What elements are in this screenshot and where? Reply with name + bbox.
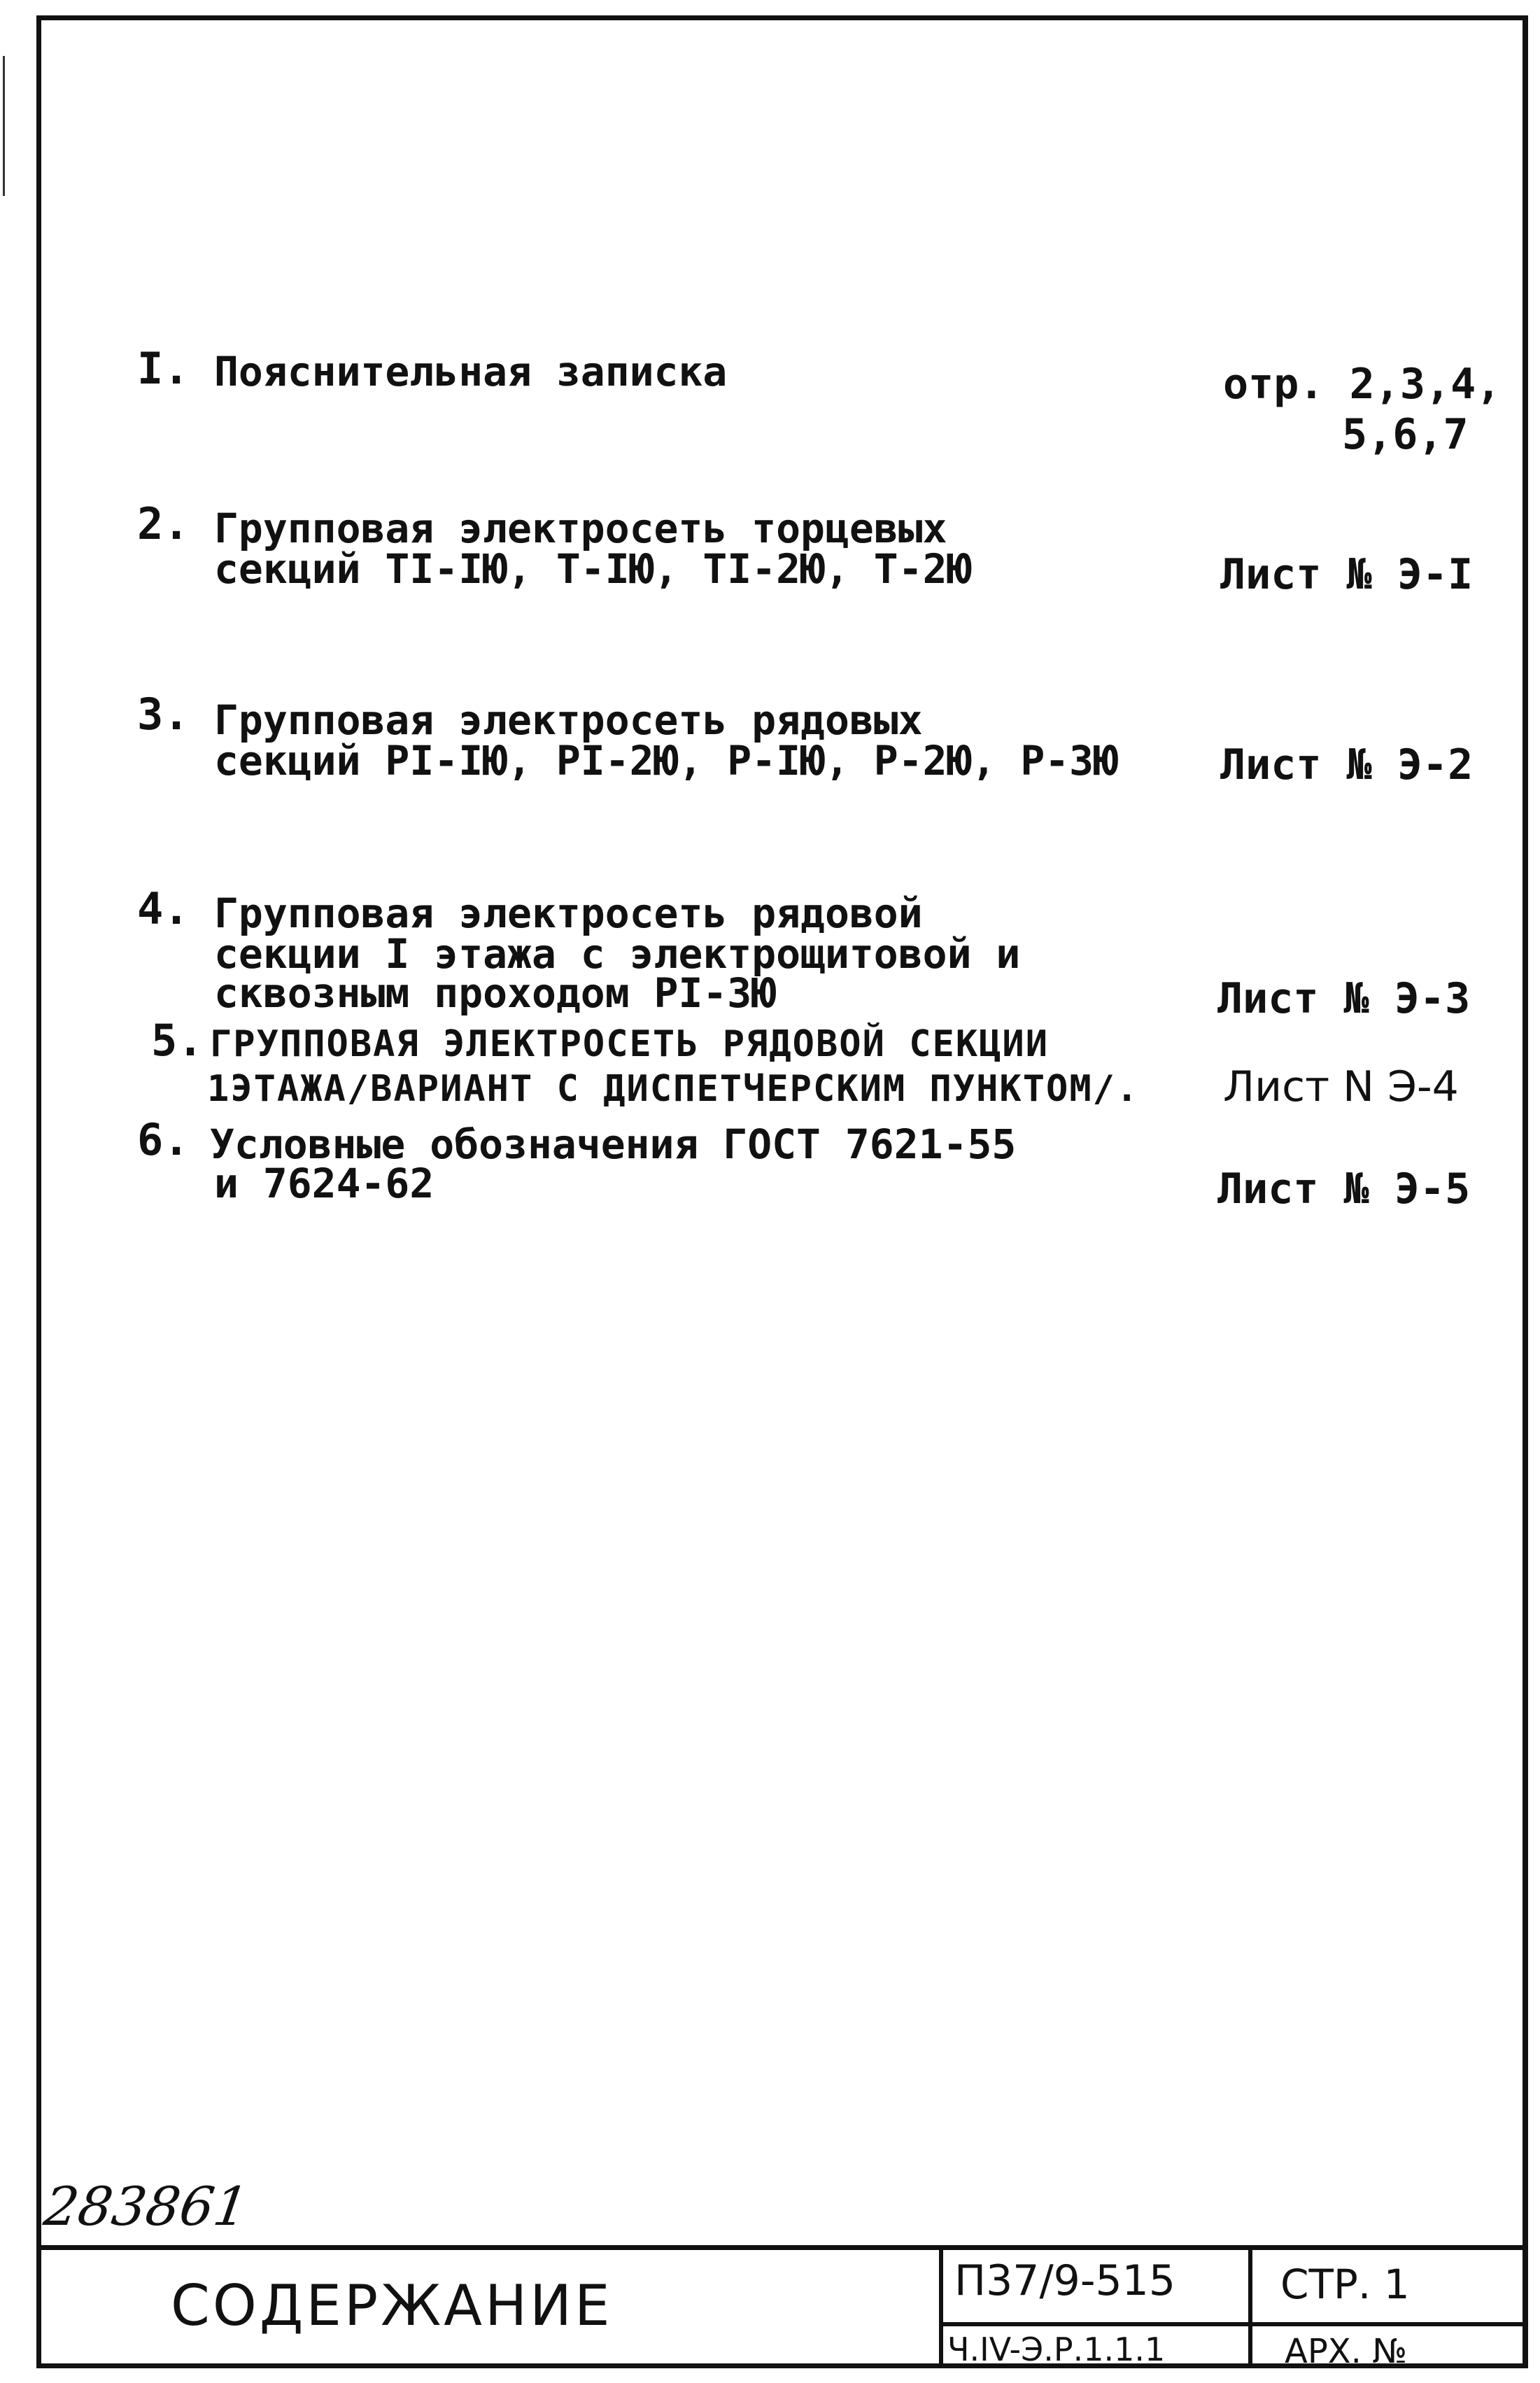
entry-reference: отр. 2,3,4, — [1223, 360, 1502, 409]
entry-title-line: секции I этажа с электрощитовой и — [214, 930, 1021, 978]
entry-title-line: Групповая электросеть торцевых — [214, 505, 947, 552]
entry-title-line: ГРУППОВАЯ ЭЛЕКТРОСЕТЬ РЯДОВОЙ СЕКЦИИ — [210, 1023, 1050, 1065]
title-block-row-line — [939, 2322, 1528, 2326]
title-block-divider — [939, 2245, 943, 2368]
entry-reference: Лист № Э-2 — [1220, 740, 1474, 789]
title-block-archive: АРХ. № — [1285, 2332, 1408, 2371]
handwritten-number: 283861 — [40, 2175, 253, 2237]
entry-reference: Лист № Э-3 — [1217, 974, 1471, 1023]
entry-title-line: сквозным проходом РI-3Ю — [214, 969, 777, 1017]
entry-number: 3. — [137, 689, 190, 740]
entry-title-line: Групповая электросеть рядовой — [214, 890, 923, 937]
entry-title-line: 1ЭТАЖА/ВАРИАНТ С ДИСПЕТЧЕРСКИМ ПУНКТОМ/. — [207, 1068, 1140, 1110]
title-block-subcode: Ч.IV-Э.Р.1.1.1 — [947, 2331, 1166, 2368]
entry-reference-cont: 5,6,7 — [1342, 410, 1469, 459]
entry-title-line: Групповая электросеть рядовых — [214, 696, 923, 744]
entry-number: I. — [137, 343, 190, 394]
entry-reference: Лист № Э-I — [1220, 550, 1474, 599]
title-block-top-line — [36, 2245, 1528, 2250]
entry-number: 2. — [137, 498, 190, 549]
entry-reference: Лист № Э-5 — [1217, 1165, 1471, 1214]
entry-title-line: и 7624-62 — [214, 1160, 435, 1207]
title-block-code: П37/9-515 — [954, 2256, 1176, 2305]
title-block-divider — [1248, 2245, 1252, 2368]
entry-number: 6. — [137, 1114, 190, 1165]
entry-number: 5. — [151, 1015, 204, 1066]
title-block-name: СОДЕРЖАНИЕ — [171, 2273, 613, 2338]
entry-title-line: Пояснительная записка — [214, 348, 728, 395]
scan-edge-mark — [3, 56, 5, 196]
entry-title-line: секций ТI-IЮ, Т-IЮ, ТI-2Ю, Т-2Ю — [214, 545, 972, 593]
entry-reference: Лист N Э-4 — [1223, 1062, 1459, 1111]
title-block-page: СТР. 1 — [1280, 2261, 1410, 2308]
entry-title-line: Условные обозначения ГОСТ 7621-55 — [210, 1120, 1017, 1168]
entry-title-line: секций РI-IЮ, РI-2Ю, Р-IЮ, Р-2Ю, Р-3Ю — [214, 737, 1119, 785]
entry-number: 4. — [137, 883, 190, 934]
